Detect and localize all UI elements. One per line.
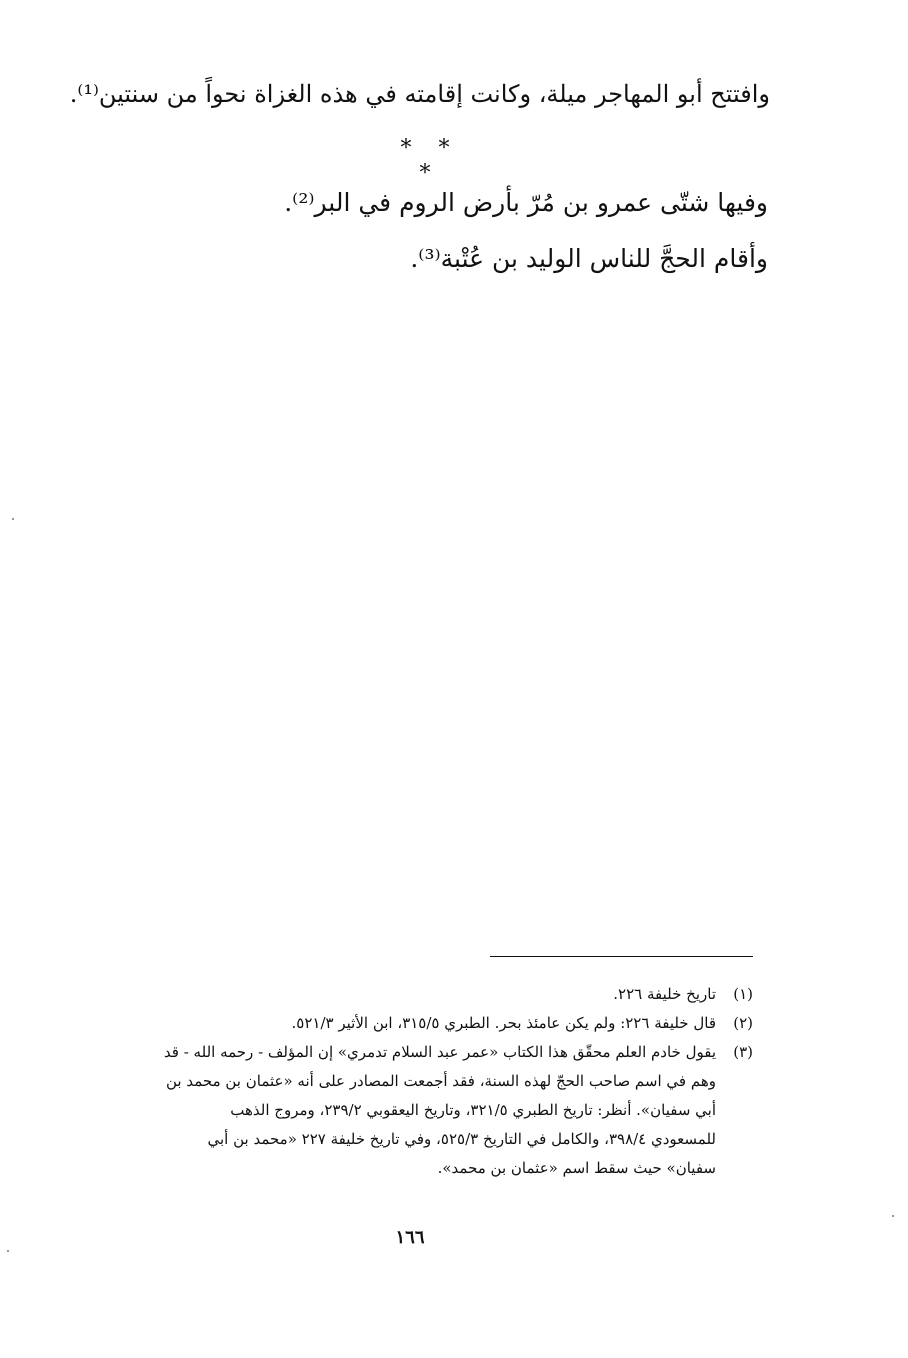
footnote-1-marker: (١) xyxy=(733,985,753,1003)
footnotes xyxy=(73,980,753,1183)
footnote-3-text xyxy=(73,1038,716,1183)
main-text-line-1: وافتتح أبو المهاجر ميلة، وكانت إقامته في هذه الغزاة نحواً من سنتين⁽¹⁾. xyxy=(69,80,770,108)
footnote-1 xyxy=(73,980,753,1009)
footnote-3-line-3: أبي سفيان». أنظر: تاريخ الطبري ٣٢١/٥، وتاريخ اليعقوبي ٢٣٩/٢، ومروج الذهب xyxy=(230,1101,716,1119)
main-text-line-3: وأقام الحجَّ للناس الوليد بن عُتْبة⁽³⁾. xyxy=(410,244,768,273)
footnote-3-marker: (٣) xyxy=(733,1043,753,1061)
section-separator: * * * xyxy=(400,136,460,186)
footnote-3 xyxy=(73,1038,753,1183)
footnote-2-text xyxy=(73,1009,716,1038)
footnote-1-line-1: تاريخ خليفة ٢٢٦. xyxy=(613,985,716,1003)
page-number: ١٦٦ xyxy=(395,1227,425,1248)
footnote-divider xyxy=(490,956,753,957)
scan-speck xyxy=(12,518,14,520)
footnote-3-line-5: سفيان» حيث سقط اسم «عثمان بن محمد». xyxy=(437,1159,716,1177)
footnote-3-line-2: وهم في اسم صاحب الحجّ لهذه السنة، فقد أجمعت المصادر على أنه «عثمان بن محمد بن xyxy=(166,1072,716,1090)
footnote-2 xyxy=(73,1009,753,1038)
scan-speck xyxy=(892,1215,894,1217)
footnote-3-line-1: يقول خادم العلم محقّق هذا الكتاب «عمر عبد السلام تدمري» إن المؤلف - رحمه الله - قد xyxy=(163,1043,716,1061)
main-text-line-2: وفيها شتّى عمرو بن مُرّ بأرض الروم في البر⁽²⁾. xyxy=(284,188,768,217)
footnote-1-text xyxy=(73,980,716,1009)
footnote-2-line-1: قال خليفة ٢٢٦: ولم يكن عامئذ بحر. الطبري ٣١٥/٥، ابن الأثير ٥٢١/٣. xyxy=(291,1014,716,1032)
footnote-3-line-4: للمسعودي ٣٩٨/٤، والكامل في التاريخ ٥٢٥/٣، وفي تاريخ خليفة ٢٢٧ «محمد بن أبي xyxy=(207,1130,716,1148)
footnote-2-marker: (٢) xyxy=(733,1014,753,1032)
scan-speck xyxy=(7,1250,9,1252)
